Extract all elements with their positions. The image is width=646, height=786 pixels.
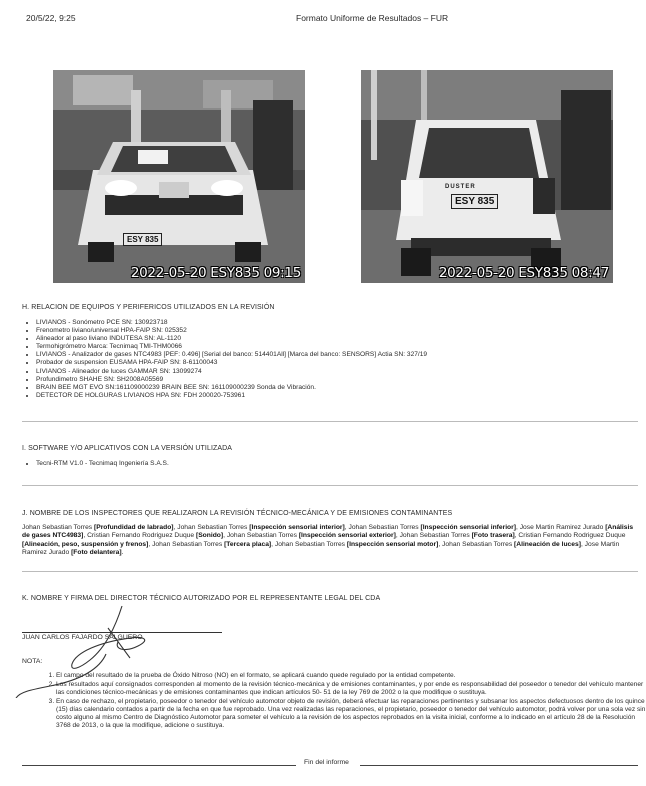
section-divider — [22, 485, 638, 486]
inspection-role: [Inspección sensorial interior] — [249, 524, 345, 531]
inspector-name: Johan Sebastian Torres — [399, 532, 470, 540]
inspection-role: [Foto delantera] — [71, 548, 122, 556]
inspection-role: [Análisis de gases NTC4983] — [22, 524, 634, 540]
section-i-title: I. SOFTWARE Y/O APLICATIVOS CON LA VERSIÓN UTILIZADA — [22, 445, 233, 452]
equipment-item: • BRAIN BEE MGT EVO SN:161109000239 BRAIN BEE SN: 161109000239 Sonda de Vibración. — [36, 384, 427, 392]
rear-brand-label: DUSTER — [445, 184, 476, 190]
inspector-name: Johan Sebastian Torres — [22, 524, 93, 531]
software-list — [28, 460, 169, 468]
equipment-item: • DETECTOR DE HOLGURAS LIVIANOS HPA SN: FDH 200020-753961 — [36, 392, 427, 400]
equipment-item: • Termohigrómetro Marca: Tecnimaq TMI-THM0066 — [36, 343, 427, 351]
section-divider — [22, 421, 638, 422]
inspectors-paragraph: Johan Sebastian Torres [Profundidad de labrado], Johan Sebastian Torres [Inspección sensorial interior], Johan Sebastian Torres [Inspección sensorial inferior], Jose Martin Ramirez Jurado [Análisis de gases NTC4983], Cristian Fernando Rodriguez Duque [Sonido], Johan Sebastian Torres [Inspección sensorial exterior], Johan Sebastian Torres [Foto trasera], Cristian Fernando Rodriguez Duque [Alineación, peso, suspensión y frenos], Johan Sebastian Torres [Tercera placa], Johan Sebastian Torres [Inspección sensorial motor], Johan Sebastian Torres [Alineación de luces], Jose Martin Ramirez Jurado [Foto delantera]. — [22, 524, 634, 556]
end-of-report: Fin del informe — [304, 759, 349, 766]
inspection-role: [Profundidad de labrado] — [94, 524, 174, 531]
software-item: • Tecni-RTM V1.0 - Tecnimaq Ingeniería S.A.S. — [36, 460, 169, 468]
equipment-item: • LIVIANOS - Alineador de luces GAMMAR SN: 13099274 — [36, 368, 427, 376]
print-datetime: 20/5/22, 9:25 — [26, 13, 76, 23]
inspector-name: Johan Sebastian Torres — [152, 540, 223, 548]
rear-photo-graphic — [361, 70, 613, 283]
inspection-role: [Foto trasera] — [471, 532, 515, 540]
inspection-role: [Alineación de luces] — [514, 540, 581, 548]
inspection-role: [Inspección sensorial motor] — [346, 540, 439, 548]
inspector-name: Cristian Fernando Rodriguez Duque — [518, 532, 626, 540]
front-photo-caption: 2022-05-20 ESY835 09:15 — [130, 265, 301, 281]
inspector-name: Johan Sebastian Torres — [274, 540, 346, 548]
footer-line-right — [360, 765, 638, 766]
equipment-item: • Probador de suspension EUSAMA HPA-FAIP SN: 8-61100043 — [36, 359, 427, 367]
inspector-name: Jose Martin Ramirez Jurado — [519, 524, 604, 531]
inspection-role: [Inspección sensorial exterior] — [298, 532, 396, 540]
inspector-name: Jose Martin Ramirez Jurado — [22, 540, 620, 556]
inspector-name: Johan Sebastian Torres — [442, 540, 513, 548]
equipment-item: • Profundimetro SHAHE SN: SH2008A05569 — [36, 376, 427, 384]
front-plate: ESY 835 — [123, 233, 162, 246]
inspection-role: [Alineación, peso, suspensión y frenos] — [22, 540, 149, 548]
inspection-role: [Inspección sensorial inferior] — [420, 524, 516, 531]
inspection-role: [Sonido] — [195, 532, 224, 540]
front-vehicle-photo — [53, 70, 305, 283]
rear-vehicle-photo — [361, 70, 613, 283]
inspector-name: Johan Sebastian Torres — [226, 532, 297, 540]
inspector-name: Johan Sebastian Torres — [177, 524, 248, 531]
rear-photo-caption: 2022-05-20 ESY835 08:47 — [438, 265, 609, 281]
front-photo-graphic — [53, 70, 305, 283]
footer-line-left — [22, 765, 296, 766]
notes-label: NOTA: — [22, 658, 43, 665]
section-divider — [22, 571, 638, 572]
equipment-item: • Frenometro liviano/universal HPA-FAIP SN: 025352 — [36, 327, 427, 335]
document-title: Formato Uniforme de Resultados – FUR — [296, 13, 449, 23]
note-item: 1. El campo del resultado de la prueba de Óxido Nitroso (NO) en el formato, se aplicará cuando quede regulado por la entidad competente. — [56, 672, 646, 680]
inspector-name: Cristian Fernando Rodriguez Duque — [87, 532, 195, 540]
signature-line — [22, 632, 222, 633]
note-item: 2. Los resultados aquí consignados corresponden al momento de la revisión técnico-mecánica y de emisiones contaminantes, y por ende es responsabilidad del poseedor o tenedor del vehículo mantener las condiciones técnico-mecánicas y de emisiones contaminantes que indican artículos 50- 51 de la ley 769 de 2002 o la que modifique o sustituya. — [56, 681, 646, 697]
section-j-title: J. NOMBRE DE LOS INSPECTORES QUE REALIZARON LA REVISIÓN TÉCNICO-MECÁNICA Y DE EMISIONES CONTAMINANTES — [22, 510, 453, 517]
equipment-list — [28, 319, 427, 400]
notes-list — [44, 672, 646, 731]
inspection-role: [Tercera placa] — [224, 540, 272, 548]
equipment-item: • LIVIANOS - Analizador de gases NTC4983 [PEF: 0.496] [Serial del banco: 514401All] [Marca del banco: SENSORS] Actia SN: 327/19 — [36, 351, 427, 359]
rear-plate: ESY 835 — [451, 194, 498, 209]
equipment-item: • Alineador al paso liviano INDUTESA SN: AL-1120 — [36, 335, 427, 343]
section-h-title: H. RELACION DE EQUIPOS Y PERIFERICOS UTILIZADOS EN LA REVISIÓN — [22, 304, 275, 311]
equipment-item: • LIVIANOS - Sonómetro PCE SN: 130923718 — [36, 319, 427, 327]
inspector-name: Johan Sebastian Torres — [348, 524, 419, 531]
note-item: 3. En caso de rechazo, el propietario, poseedor o tenedor del vehículo automotor objeto de revisión, deberá efectuar las reparaciones pertinentes y subsanar los aspectos defectuosos dentro de los quince (15) días calendario contados a partir de la fecha en que fue reprobado. Una vez realizadas las reparaciones, el propietario, poseedor o tenedor del vehículo automotor, podrá volver por una sola vez sin costo alguno al mismo Centro de Diagnóstico Automotor para someter el vehículo a la revisión de los aspectos reprobados en la visita inicial, conforme a lo indicado en el artículo 28 de la Resolución 3768 de 2013, o la que la modifique, adicione o sustituya. — [56, 698, 646, 730]
director-name: JUAN CARLOS FAJARDO SALGUERO — [22, 634, 143, 641]
section-k-title: K. NOMBRE Y FIRMA DEL DIRECTOR TÉCNICO AUTORIZADO POR EL REPRESENTANTE LEGAL DEL CDA — [22, 595, 381, 602]
